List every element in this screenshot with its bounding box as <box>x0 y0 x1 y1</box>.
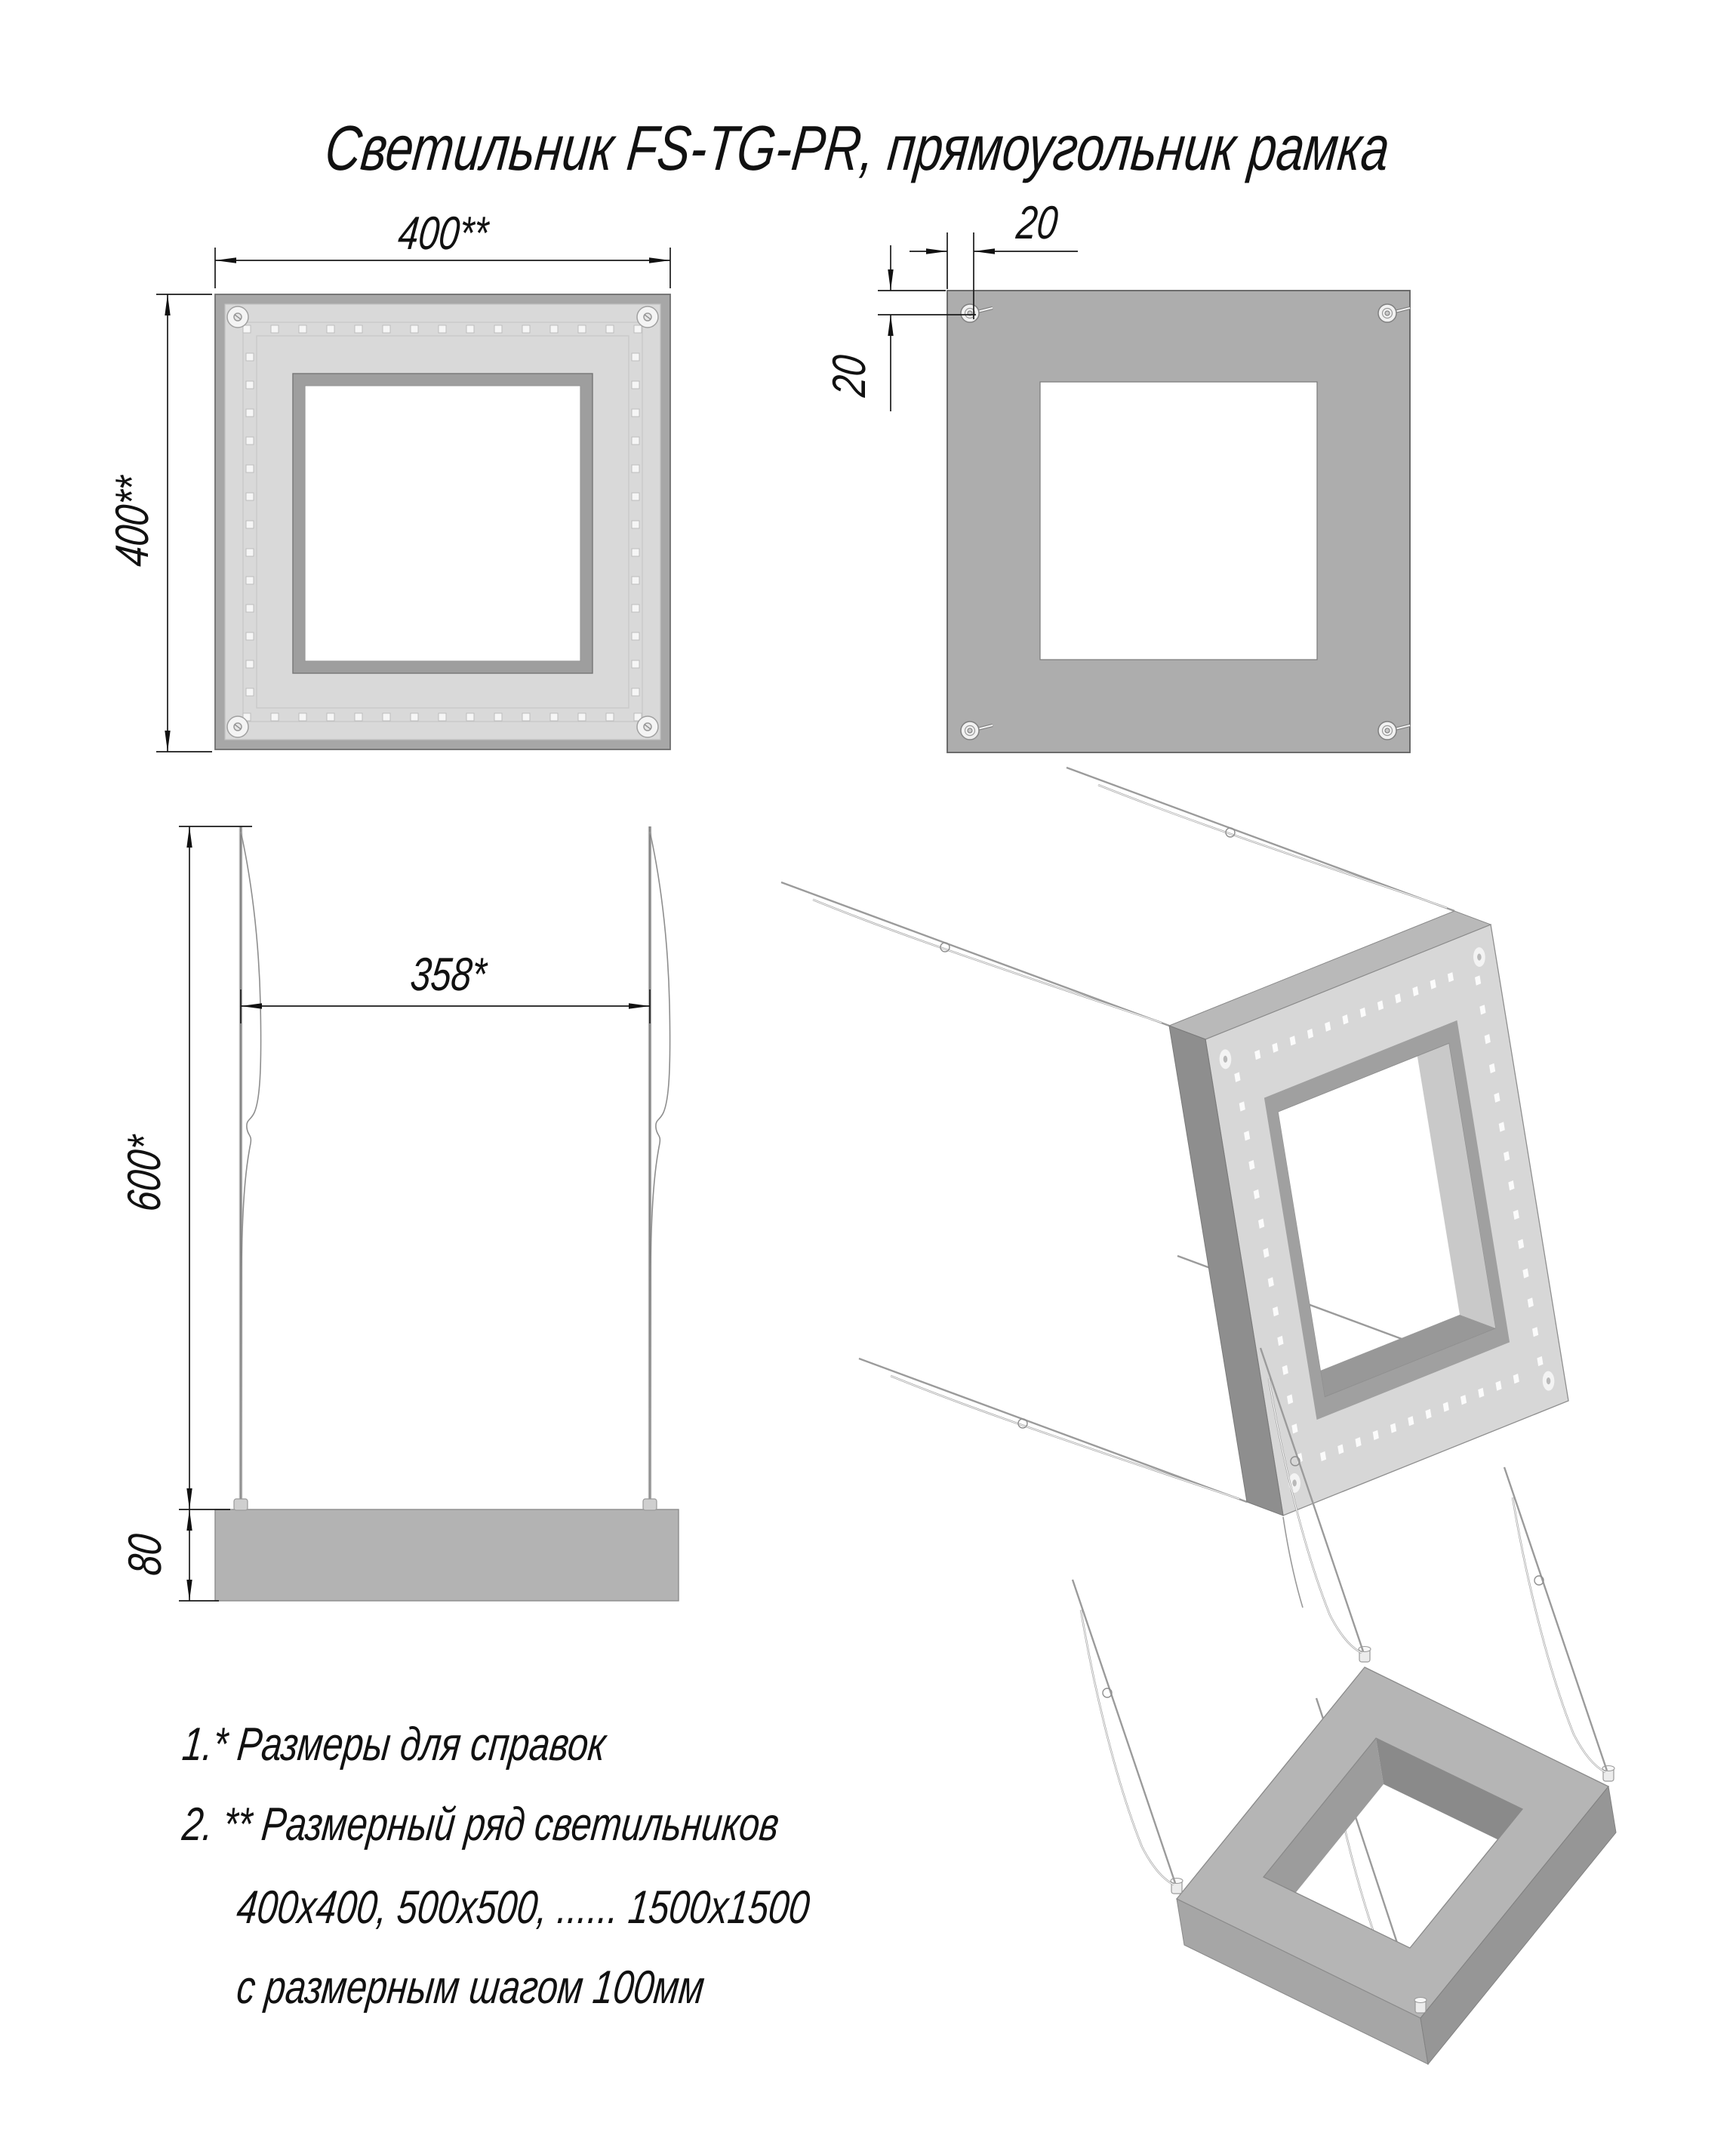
led-dot <box>327 325 334 333</box>
led-dot <box>494 713 502 721</box>
dimension-body-height <box>118 1509 230 1601</box>
dimension-front-width <box>215 206 670 288</box>
led-dot <box>246 660 254 668</box>
led-dot <box>439 713 446 721</box>
led-dot <box>327 713 334 721</box>
led-dot <box>522 713 530 721</box>
led-dot <box>246 605 254 612</box>
iso-view-upper <box>781 768 1568 1608</box>
led-dot <box>246 353 254 361</box>
led-dot <box>632 521 639 528</box>
led-dot <box>246 465 254 472</box>
led-dot <box>246 688 254 696</box>
note-line-4: с размерным шагом 100мм <box>234 1960 707 2014</box>
led-dot <box>246 577 254 584</box>
led-dot <box>246 632 254 640</box>
led-dot <box>606 713 614 721</box>
led-dot <box>411 325 418 333</box>
note-line-2: 2. ** Размерный ряд светильников <box>180 1797 782 1851</box>
page-title: Светильник FS-TG-PR, прямоугольник рамка <box>322 113 1393 184</box>
led-dot <box>632 353 639 361</box>
led-dot <box>383 713 390 721</box>
led-dot <box>439 325 446 333</box>
notes-block <box>180 1717 812 2013</box>
back-offset-y-label: 20 <box>822 352 876 399</box>
led-dot <box>246 437 254 445</box>
led-dot <box>632 605 639 612</box>
note-line-1: 1.* Размеры для справок <box>180 1717 609 1771</box>
cable-span-label: 358* <box>408 947 489 1001</box>
front-width-label: 400** <box>396 206 491 260</box>
led-dot <box>355 325 362 333</box>
led-dot <box>411 713 418 721</box>
led-dot <box>246 521 254 528</box>
led-dot <box>522 325 530 333</box>
back-view <box>822 195 1410 752</box>
led-dot <box>632 437 639 445</box>
led-dot <box>550 325 558 333</box>
led-dot <box>355 713 362 721</box>
dimension-suspension-length <box>117 826 252 1509</box>
side-body <box>215 1509 679 1601</box>
led-dot <box>634 325 642 333</box>
led-dot <box>246 409 254 417</box>
led-dot <box>632 660 639 668</box>
dimension-cable-span <box>241 947 650 1023</box>
led-dot <box>246 493 254 500</box>
led-dot <box>578 325 586 333</box>
suspension-length-label: 600* <box>117 1133 171 1214</box>
front-height-label: 400** <box>105 473 159 569</box>
led-dot <box>578 713 586 721</box>
back-offset-x-label: 20 <box>1014 195 1060 249</box>
led-dot <box>271 713 279 721</box>
led-dot <box>466 325 474 333</box>
led-dot <box>632 549 639 556</box>
led-dot <box>246 549 254 556</box>
led-dot <box>632 688 639 696</box>
cable-gripper-left <box>234 1499 248 1510</box>
suspension-cables <box>241 826 670 1502</box>
side-view <box>117 826 679 1601</box>
led-dot <box>494 325 502 333</box>
led-dot <box>246 381 254 389</box>
note-line-3: 400x400, 500x500, ...... 1500x1500 <box>234 1880 813 1934</box>
led-dot <box>299 325 306 333</box>
cable-gripper-right <box>643 1499 657 1510</box>
led-dot <box>632 493 639 500</box>
front-opening <box>305 386 580 661</box>
led-dot <box>383 325 390 333</box>
led-dot <box>632 577 639 584</box>
led-dot <box>632 465 639 472</box>
led-dot <box>606 325 614 333</box>
led-dot <box>299 713 306 721</box>
led-dot <box>632 632 639 640</box>
body-height-label: 80 <box>118 1531 171 1578</box>
led-dot <box>550 713 558 721</box>
back-opening <box>1040 382 1317 660</box>
led-dot <box>632 409 639 417</box>
led-dot <box>466 713 474 721</box>
power-wire-right <box>650 832 670 1498</box>
led-dot <box>243 325 251 333</box>
dimension-front-height <box>105 294 212 752</box>
front-view <box>105 206 670 752</box>
led-dot <box>632 381 639 389</box>
power-wire-left <box>241 832 261 1498</box>
led-dot <box>271 325 279 333</box>
